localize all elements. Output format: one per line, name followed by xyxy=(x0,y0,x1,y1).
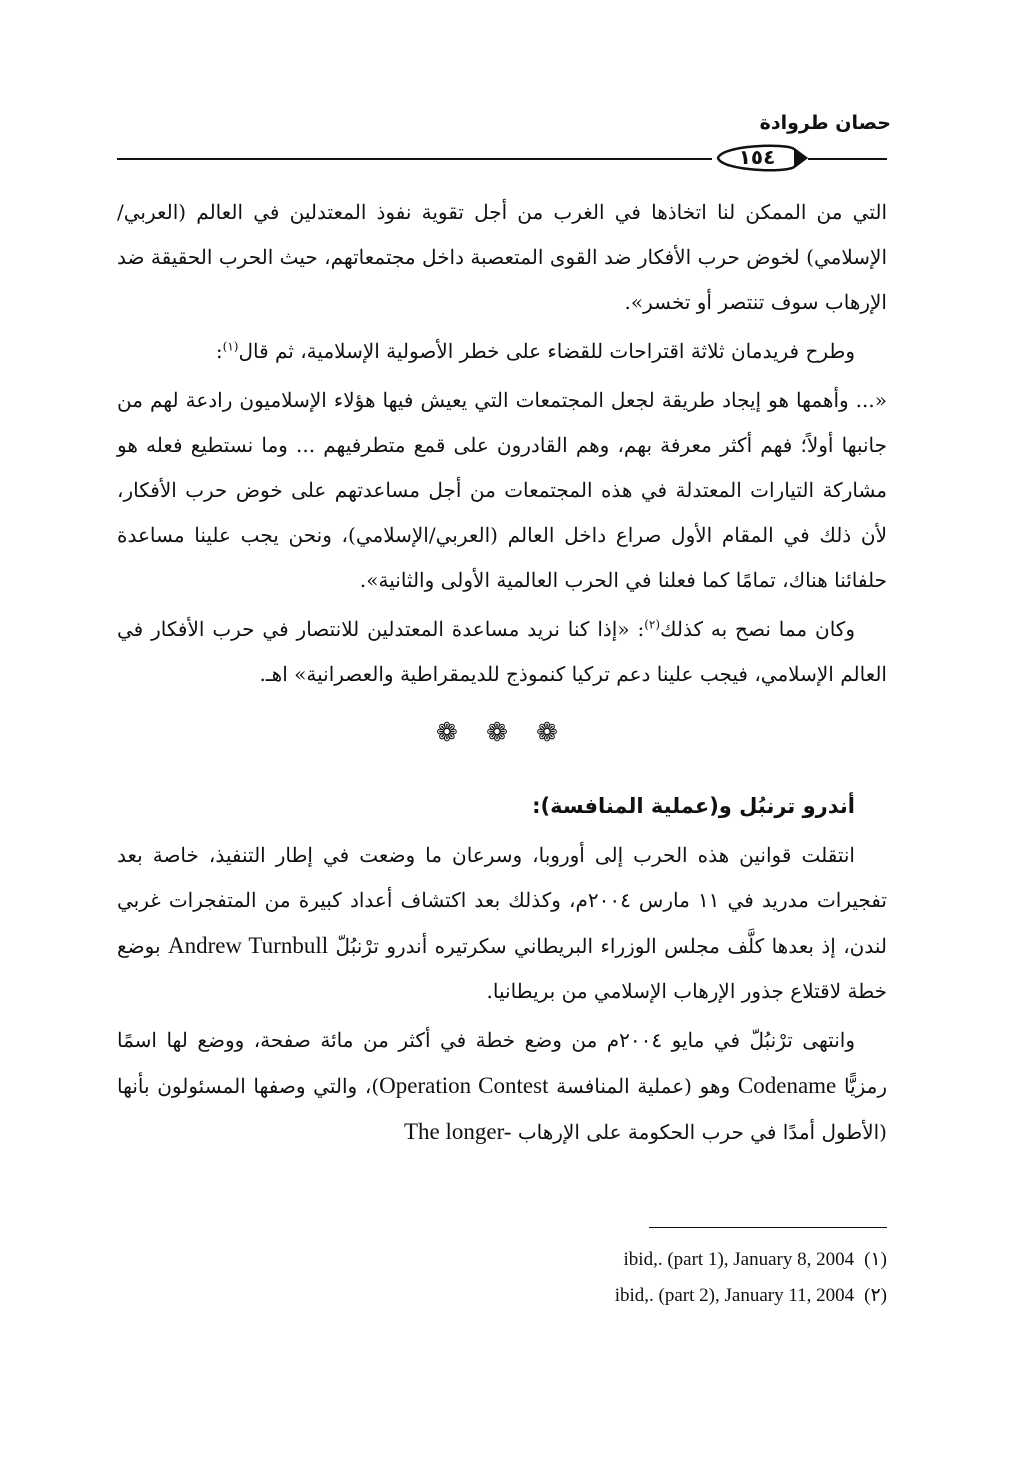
section-heading: أندرو ترنبُل و(عملية المنافسة): xyxy=(532,794,855,818)
page-number-badge xyxy=(712,141,808,175)
body-text xyxy=(117,190,887,1159)
latin-term: The longer- xyxy=(404,1119,512,1144)
running-title: حصان طروادة xyxy=(759,112,891,134)
text-run: وانتهى ترْنبُلّ في مايو ٢٠٠٤م من وضع خطة في أكثر من مائة صفحة، ووضع لها اسمًا رمزيًّا xyxy=(117,1028,888,1098)
text-run: بوضع خطة لاقتلاع جذور الإرهاب الإسلامي من بريطانيا. xyxy=(117,934,887,1003)
footnote xyxy=(615,1278,887,1314)
paragraph xyxy=(117,329,887,374)
paragraph xyxy=(117,1018,887,1155)
paragraph xyxy=(117,833,887,1014)
footnote-ref: (٢) xyxy=(644,617,661,632)
paragraph: التي من الممكن لنا اتخاذها في الغرب من أجل تقوية نفوذ المعتدلين في العالم (العربي/ الإسلامي) لخوض حرب الأفكار ضد القوى المتعصبة داخل مجتمعاتهم، حيث الحرب الحقيقة ضد الإرهاب سوف تنتصر أو تخسر». xyxy=(117,200,887,314)
footnote-text: ibid,. (part 2), January 11, 2004 xyxy=(614,1285,855,1306)
quote-paragraph: «... وأهمها هو إيجاد طريقة لجعل المجتمعات التي يعيش فيها هؤلاء الإسلاميون رادعة لهم من جانبها أولاً؛ فهم أكثر معرفة بهم، وهم القادرون على قمع متطرفيهم ... وما نستطيع فعله هو مشاركة التيارات المعتدلة في هذه المجتمعات من أجل مساعدتهم على خوض حرب الأفكار، لأن ذلك في المقام الأول صراع داخل العالم (العربي/الإسلامي)، ونحن يجب علينا مساعدة حلفائنا هناك، تمامًا كما فعلنا في الحرب العالمية الأولى والثانية». xyxy=(117,388,887,592)
text-run: : «إذا كنا نريد مساعدة المعتدلين للانتصار في حرب الأفكار في العالم الإسلامي، فيجب علينا دعم تركيا كنموذج للديمقراطية والعصرانية» اهـ. xyxy=(117,617,887,686)
footnote xyxy=(615,1242,887,1278)
latin-name: Andrew Turnbull xyxy=(167,933,329,958)
footnote-ref: (١) xyxy=(222,339,239,354)
text-run: وكان مما نصح به كذلك xyxy=(660,617,855,641)
latin-term: Operation Contest xyxy=(379,1073,549,1098)
footnotes xyxy=(615,1242,887,1314)
text-run: : xyxy=(215,339,223,363)
latin-term: Codename xyxy=(737,1073,837,1098)
footnote-text: ibid,. (part 1), January 8, 2004 xyxy=(623,1249,855,1270)
section-ornament: ❁ ❁ ❁ xyxy=(436,718,568,748)
text-run: وطرح فريدمان ثلاثة اقتراحات للقضاء على خطر الأصولية الإسلامية، ثم قال xyxy=(238,339,855,363)
footnote-rule xyxy=(649,1227,887,1228)
footnote-number: (١) xyxy=(864,1249,887,1270)
text-run: انتقلت قوانين هذه الحرب إلى أوروبا، وسرعان ما وضعت في إطار التنفيذ، خاصة بعد تفجيرات مدريد في ١١ مارس ٢٠٠٤م، وكذلك بعد اكتشاف أعداد كبيرة من المتفجرات غربي لندن، إذ بعدها كلَّف مجلس الوزراء البريطاني سكرتيره أندرو ترْنبُلّ xyxy=(117,843,887,958)
text-run: وهو (عملية المنافسة xyxy=(556,1074,731,1098)
page-number: ١٥٤ xyxy=(738,145,776,169)
text-run: )، والتي وصفها المسئولون بأنها (الأطول أمدًا في حرب الحكومة على الإرهاب xyxy=(117,1074,887,1144)
footnote-number: (٢) xyxy=(864,1285,887,1306)
paragraph xyxy=(117,607,887,697)
